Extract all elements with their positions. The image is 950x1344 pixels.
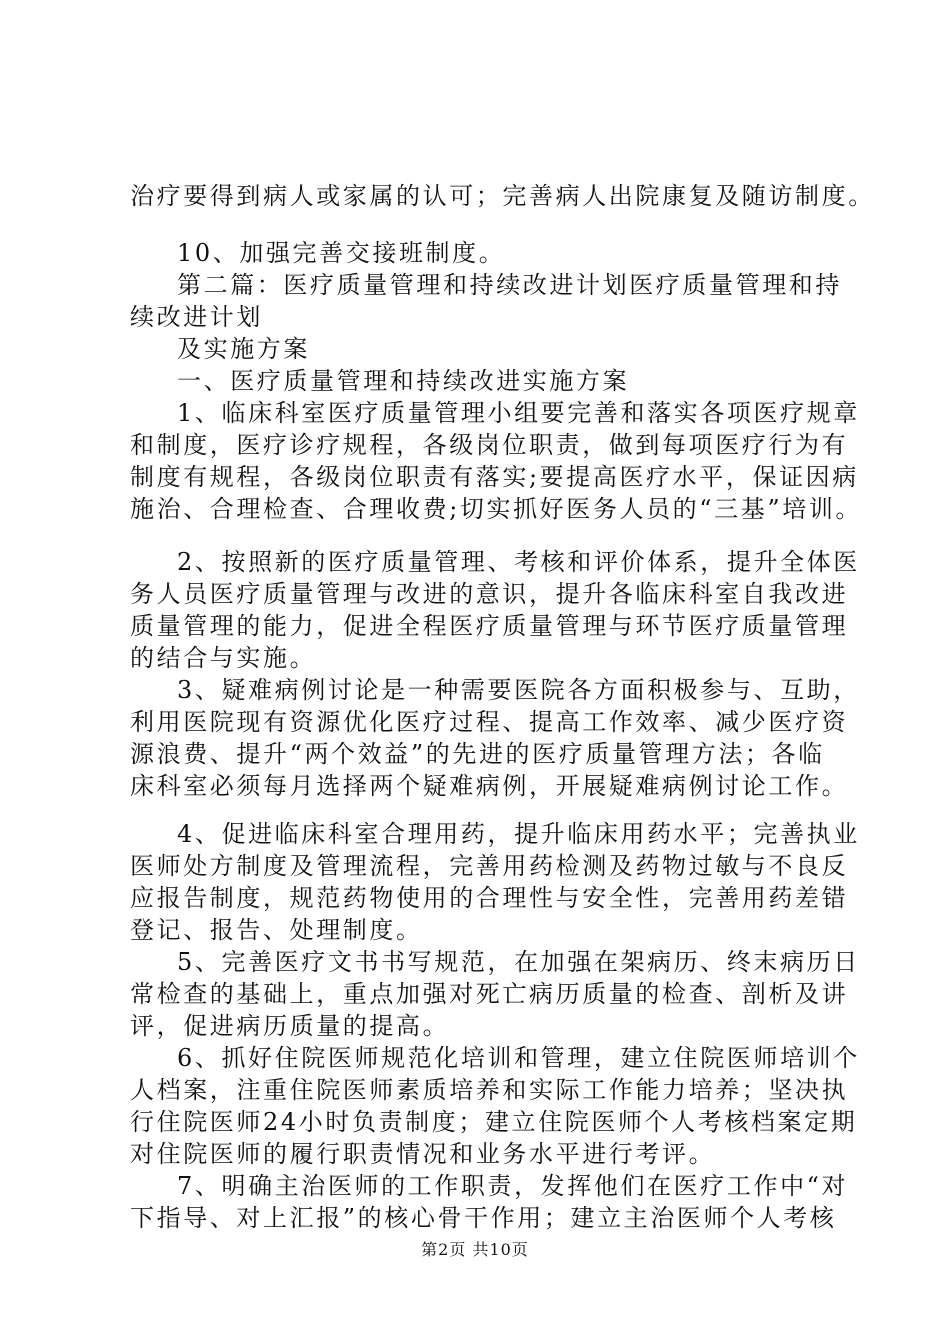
text-line: 7、明确主治医师的工作职责，发挥他们在医疗工作中“对: [177, 1172, 849, 1200]
text-line: 5、完善医疗文书书写规范，在加强在架病历、终末病历日: [177, 948, 860, 976]
section-heading: 第二篇：医疗质量管理和持续改进计划医疗质量管理和持: [177, 271, 842, 299]
text-line: 10、加强完善交接班制度。: [177, 239, 506, 267]
text-line: 下指导、对上汇报”的核心骨干作用；建立主治医师个人考核: [130, 1204, 837, 1232]
text-line: 和制度，医疗诊疗规程，各级岗位职责，做到每项医疗行为有: [130, 431, 849, 459]
text-line: 施治、合理检查、合理收费;切实抓好医务人员的“三基”培训。: [130, 495, 863, 523]
text-line: 医师处方制度及管理流程，完善用药检测及药物过敏与不良反: [130, 852, 849, 880]
text-line: 登记、报告、处理制度。: [130, 916, 423, 944]
text-line: 行住院医师24小时负责制度；建立住院医师个人考核档案定期: [130, 1108, 858, 1136]
text-line: 务人员医疗质量管理与改进的意识，提升各临床科室自我改进: [130, 580, 849, 608]
text-line: 3、疑难病例讨论是一种需要医院各方面积极参与、互助，: [177, 676, 860, 704]
text-line: 常检查的基础上，重点加强对死亡病历质量的检查、剖析及讲: [130, 980, 849, 1008]
section-heading: 及实施方案: [177, 335, 310, 363]
text-line: 制度有规程，各级岗位职责有落实;要提高医疗水平，保证因病: [130, 463, 859, 491]
text-line: 应报告制度，规范药物使用的合理性与安全性，完善用药差错: [130, 884, 849, 912]
text-line: 治疗要得到病人或家属的认可；完善病人出院康复及随访制度。: [130, 182, 875, 210]
subsection-heading: 一、医疗质量管理和持续改进实施方案: [177, 367, 630, 395]
text-line: 4、促进临床科室合理用药，提升临床用药水平；完善执业: [177, 820, 860, 848]
section-heading: 续改进计划: [130, 303, 263, 331]
text-line: 评，促进病历质量的提高。: [130, 1012, 450, 1040]
text-line: 对住院医师的履行职责情况和业务水平进行考评。: [130, 1140, 716, 1168]
text-line: 的结合与实施。: [130, 644, 317, 672]
text-line: 质量管理的能力，促进全程医疗质量管理与环节医疗质量管理: [130, 612, 849, 640]
text-line: 1、临床科室医疗质量管理小组要完善和落实各项医疗规章: [177, 399, 860, 427]
text-line: 床科室必须每月选择两个疑难病例，开展疑难病例讨论工作。: [130, 772, 849, 800]
text-line: 利用医院现有资源优化医疗过程、提高工作效率、减少医疗资: [130, 708, 849, 736]
text-line: 2、按照新的医疗质量管理、考核和评价体系，提升全体医: [177, 548, 860, 576]
text-line: 6、抓好住院医师规范化培训和管理，建立住院医师培训个: [177, 1044, 860, 1072]
text-line: 源浪费、提升“两个效益”的先进的医疗质量管理方法；各临: [130, 740, 825, 768]
page-number-footer: 第2页 共10页: [421, 1240, 529, 1259]
text-line: 人档案，注重住院医师素质培养和实际工作能力培养；坚决执: [130, 1076, 849, 1104]
